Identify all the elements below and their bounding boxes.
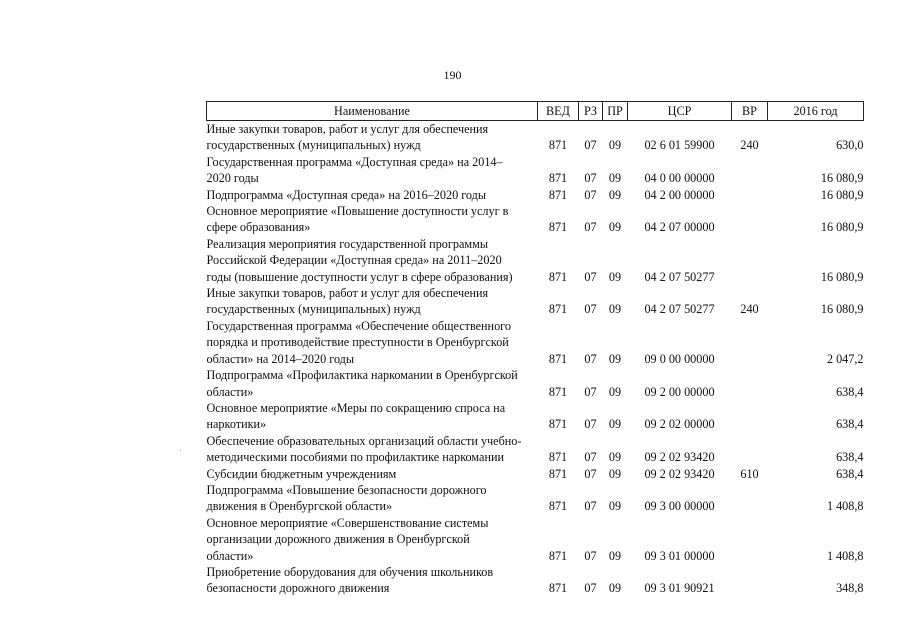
row-vr bbox=[732, 318, 768, 367]
row-pr: 09 bbox=[608, 548, 622, 563]
row-pr: 09 bbox=[608, 499, 622, 514]
row-name bbox=[207, 187, 538, 203]
row-sum: 348,8 bbox=[836, 581, 864, 596]
row-ved: 871 bbox=[548, 187, 568, 202]
row-name-line: Основное мероприятие «Повышение доступности услуг в bbox=[206, 204, 509, 219]
row-name-line: наркотики» bbox=[206, 417, 267, 432]
row-csr: 09 2 02 00000 bbox=[644, 417, 715, 432]
table-row bbox=[207, 154, 864, 187]
table-row bbox=[207, 187, 864, 203]
row-name-line: области» на 2014–2020 годы bbox=[206, 351, 355, 366]
row-name bbox=[207, 466, 538, 482]
row-vr bbox=[732, 203, 768, 236]
row-csr: 09 2 02 93420 bbox=[644, 466, 715, 481]
row-sum: 638,4 bbox=[836, 417, 864, 432]
budget-table bbox=[206, 101, 864, 597]
row-ved: 871 bbox=[548, 171, 568, 186]
row-name-line: Основное мероприятие «Совершенствование системы bbox=[206, 515, 489, 530]
row-name-line: государственных (муниципальных) нужд bbox=[206, 138, 421, 153]
row-name bbox=[207, 285, 538, 318]
row-name-line: организации дорожного движения в Оренбургской bbox=[206, 532, 470, 547]
table-row bbox=[207, 367, 864, 400]
row-name-line: Подпрограмма «Повышение безопасности дорожного bbox=[206, 482, 487, 497]
row-sum: 1 408,8 bbox=[826, 548, 864, 563]
row-csr: 04 2 07 00000 bbox=[644, 220, 715, 235]
table-row bbox=[207, 466, 864, 482]
row-sum: 16 080,9 bbox=[820, 269, 864, 284]
row-pr: 09 bbox=[608, 138, 622, 153]
row-rz: 07 bbox=[584, 351, 597, 366]
row-name-line: Приобретение оборудования для обучения школьников bbox=[206, 564, 494, 579]
row-pr: 09 bbox=[608, 302, 622, 317]
table-row bbox=[207, 482, 864, 515]
row-ved: 871 bbox=[548, 384, 568, 399]
row-name-line: Российской Федерации «Доступная среда» на 2011–2020 bbox=[206, 253, 502, 268]
margin-mark: · bbox=[179, 446, 182, 455]
row-ved: 871 bbox=[548, 351, 568, 366]
row-name-line: Государственная программа «Доступная среда» на 2014– bbox=[206, 154, 503, 169]
row-csr: 09 3 01 90921 bbox=[644, 581, 715, 596]
row-name-line: годы (повышение доступности услуг в сфере образования) bbox=[206, 269, 513, 284]
row-sum: 1 408,8 bbox=[826, 499, 864, 514]
row-name-line: Реализация мероприятия государственной программы bbox=[206, 236, 489, 251]
table-row bbox=[207, 515, 864, 564]
row-rz: 07 bbox=[584, 450, 597, 465]
row-pr: 09 bbox=[608, 351, 622, 366]
row-name bbox=[207, 515, 538, 564]
row-ved: 871 bbox=[548, 581, 568, 596]
row-ved: 871 bbox=[548, 548, 568, 563]
table-row bbox=[207, 121, 864, 154]
row-pr: 09 bbox=[608, 417, 622, 432]
row-name-line: методическими пособиями по профилактике наркомании bbox=[206, 450, 505, 465]
row-pr: 09 bbox=[608, 466, 622, 481]
row-rz: 07 bbox=[584, 466, 597, 481]
row-name-line: Иные закупки товаров, работ и услуг для обеспечения bbox=[206, 122, 489, 136]
row-pr: 09 bbox=[608, 269, 622, 284]
table-row bbox=[207, 318, 864, 367]
row-name bbox=[207, 400, 538, 433]
row-name bbox=[207, 203, 538, 236]
row-rz: 07 bbox=[584, 269, 597, 284]
row-name bbox=[207, 121, 538, 154]
table-row bbox=[207, 236, 864, 285]
row-csr: 02 6 01 59900 bbox=[644, 138, 715, 153]
row-name-line: Обеспечение образовательных организаций области учебно- bbox=[206, 433, 522, 448]
row-vr bbox=[732, 154, 768, 187]
row-pr: 09 bbox=[608, 187, 622, 202]
row-rz: 07 bbox=[584, 384, 597, 399]
table-row bbox=[207, 400, 864, 433]
table-body bbox=[207, 121, 864, 597]
row-csr: 09 3 00 00000 bbox=[644, 499, 715, 514]
row-name bbox=[207, 367, 538, 400]
row-name bbox=[207, 318, 538, 367]
row-sum: 630,0 bbox=[836, 138, 864, 153]
row-ved: 871 bbox=[548, 499, 568, 514]
row-vr bbox=[732, 482, 768, 515]
row-rz: 07 bbox=[584, 220, 597, 235]
row-vr: 240 bbox=[740, 138, 759, 153]
row-sum: 638,4 bbox=[836, 450, 864, 465]
row-name-line: государственных (муниципальных) нужд bbox=[206, 302, 421, 317]
row-name bbox=[207, 564, 538, 597]
row-ved: 871 bbox=[548, 220, 568, 235]
row-rz: 07 bbox=[584, 548, 597, 563]
row-name bbox=[207, 236, 538, 285]
row-vr bbox=[732, 515, 768, 564]
row-sum: 16 080,9 bbox=[820, 220, 864, 235]
row-rz: 07 bbox=[584, 499, 597, 514]
row-csr: 04 0 00 00000 bbox=[644, 171, 715, 186]
row-pr: 09 bbox=[608, 384, 622, 399]
page-number: 190 bbox=[443, 68, 462, 82]
row-rz: 07 bbox=[584, 417, 597, 432]
row-ved: 871 bbox=[548, 138, 568, 153]
header-csr: ЦСР bbox=[628, 102, 732, 121]
row-name-line: Государственная программа «Обеспечение общественного bbox=[206, 318, 511, 333]
row-name-line: области» bbox=[206, 384, 254, 399]
row-sum: 16 080,9 bbox=[820, 171, 864, 186]
row-sum: 638,4 bbox=[836, 466, 864, 481]
row-ved: 871 bbox=[548, 269, 568, 284]
row-pr: 09 bbox=[608, 220, 622, 235]
row-rz: 07 bbox=[584, 302, 597, 317]
row-pr: 09 bbox=[608, 171, 622, 186]
row-sum: 16 080,9 bbox=[820, 187, 864, 202]
row-vr bbox=[732, 400, 768, 433]
row-sum: 638,4 bbox=[836, 384, 864, 399]
table-row bbox=[207, 433, 864, 466]
row-vr bbox=[732, 187, 768, 203]
row-vr bbox=[732, 433, 768, 466]
row-rz: 07 bbox=[584, 187, 597, 202]
row-name-line: 2020 годы bbox=[206, 171, 259, 186]
row-name-line: Основное мероприятие «Меры по сокращению спроса на bbox=[206, 400, 506, 415]
row-name-line: сфере образования» bbox=[206, 220, 311, 235]
row-rz: 07 bbox=[584, 138, 597, 153]
row-rz: 07 bbox=[584, 581, 597, 596]
row-ved: 871 bbox=[548, 302, 568, 317]
row-sum: 2 047,2 bbox=[826, 351, 864, 366]
header-name: Наименование bbox=[207, 102, 538, 121]
row-pr: 09 bbox=[608, 581, 622, 596]
row-name-line: Подпрограмма «Профилактика наркомании в Оренбургской bbox=[206, 368, 518, 383]
row-name bbox=[207, 482, 538, 515]
row-csr: 09 3 01 00000 bbox=[644, 548, 715, 563]
header-sum: 2016 год bbox=[768, 102, 864, 121]
row-name bbox=[207, 154, 538, 187]
row-name-line: порядка и противодействие преступности в Оренбургской bbox=[206, 335, 509, 350]
row-name bbox=[207, 433, 538, 466]
row-name-line: Иные закупки товаров, работ и услуг для обеспечения bbox=[206, 286, 489, 301]
header-pr: ПР bbox=[603, 102, 628, 121]
row-name-line: Подпрограмма «Доступная среда» на 2016–2020 годы bbox=[206, 187, 487, 202]
header-rz: РЗ bbox=[579, 102, 603, 121]
row-name-line: движения в Оренбургской области» bbox=[206, 499, 393, 514]
row-csr: 09 2 00 00000 bbox=[644, 384, 715, 399]
row-ved: 871 bbox=[548, 466, 568, 481]
row-sum: 16 080,9 bbox=[820, 302, 864, 317]
row-name-line: Субсидии бюджетным учреждениям bbox=[206, 466, 397, 481]
row-ved: 871 bbox=[548, 417, 568, 432]
header-ved: ВЕД bbox=[538, 102, 579, 121]
row-csr: 09 0 00 00000 bbox=[644, 351, 715, 366]
row-ved: 871 bbox=[548, 450, 568, 465]
row-vr bbox=[732, 236, 768, 285]
row-pr: 09 bbox=[608, 450, 622, 465]
row-vr bbox=[732, 564, 768, 597]
row-vr: 610 bbox=[740, 466, 759, 481]
table-row bbox=[207, 203, 864, 236]
table-header-row bbox=[207, 102, 864, 121]
row-rz: 07 bbox=[584, 171, 597, 186]
row-csr: 04 2 00 00000 bbox=[644, 187, 715, 202]
row-name-line: области» bbox=[206, 548, 254, 563]
row-name-line: безопасности дорожного движения bbox=[206, 581, 390, 596]
row-csr: 04 2 07 50277 bbox=[644, 302, 715, 317]
table-row bbox=[207, 285, 864, 318]
row-vr bbox=[732, 367, 768, 400]
row-csr: 04 2 07 50277 bbox=[644, 269, 715, 284]
table-row bbox=[207, 564, 864, 597]
row-csr: 09 2 02 93420 bbox=[644, 450, 715, 465]
row-vr: 240 bbox=[740, 302, 759, 317]
header-vr: ВР bbox=[732, 102, 768, 121]
